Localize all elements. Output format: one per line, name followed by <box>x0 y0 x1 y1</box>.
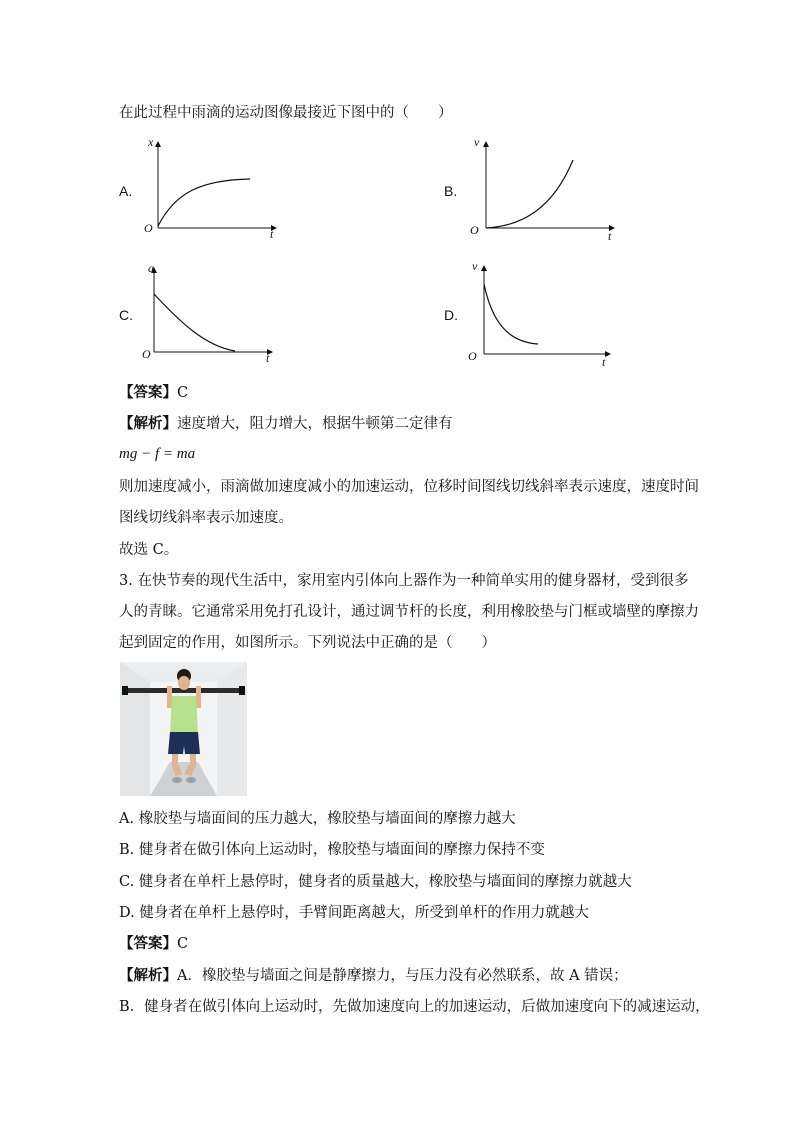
analysis-2-b: B．健身者在做引体向上运动时，先做加速度向上的加速运动，后做加速度向下的减速运动， <box>119 999 710 1015</box>
question-stem: 在此过程中雨滴的运动图像最接近下图中的（ ） <box>119 105 453 121</box>
answer-1: 【答案】C <box>119 384 189 401</box>
graph-c <box>140 262 280 366</box>
analysis-1-a: 【解析】速度增大，阻力增大，根据牛顿第二定律有 <box>119 415 453 432</box>
graph-a-yaxis-label: x <box>148 135 154 149</box>
graph-a-xaxis-label: t <box>270 227 274 241</box>
graph-d-origin: O <box>468 349 477 363</box>
curve-d <box>484 284 538 344</box>
option-b: B. 健身者在做引体向上运动时，橡胶垫与墙面间的摩擦力保持不变 <box>119 842 545 858</box>
option-d-label: D. <box>444 307 458 323</box>
option-a: A. 橡胶垫与墙面间的压力越大，橡胶垫与墙面间的摩擦力越大 <box>119 811 516 827</box>
curve-a <box>158 179 250 226</box>
graph-d-yaxis-label: v <box>472 259 478 273</box>
graph-a <box>140 135 280 242</box>
choose-1: 故选 C。 <box>119 542 179 558</box>
graph-a-origin: O <box>144 221 153 235</box>
curve-b <box>486 160 573 228</box>
analysis-2-a: 【解析】A．橡胶垫与墙面之间是静摩擦力，与压力没有必然联系，故 A 错误； <box>119 967 628 984</box>
graph-c-xaxis-label: t <box>266 351 270 365</box>
graph-d <box>468 259 618 370</box>
question-3-c: 起到固定的作用，如图所示。下列说法中正确的是（ ） <box>119 635 496 651</box>
graph-d-xaxis-label: t <box>602 355 606 369</box>
option-a-label: A. <box>119 183 133 199</box>
option-d: D. 健身者在单杆上悬停时，手臂间距离越大，所受到单杆的作用力就越大 <box>119 905 589 921</box>
answer-2: 【答案】C <box>119 935 189 952</box>
question-3-a: 3. 在快节奏的现代生活中，家用室内引体向上器作为一种简单实用的健身器材，受到很多 <box>119 573 689 589</box>
graph-c-yaxis-label: a <box>148 261 154 275</box>
pull-up-photo <box>120 662 247 796</box>
analysis-1-c: 图线切线斜率表示加速度。 <box>119 510 293 526</box>
question-3-b: 人的青睐。它通常采用免打孔设计，通过调节杆的长度，利用橡胶垫与门框或墙壁的摩擦力 <box>119 604 699 620</box>
graph-b-xaxis-label: t <box>608 229 612 243</box>
option-c-label: C. <box>119 307 133 323</box>
graph-b-origin: O <box>470 223 479 237</box>
analysis-1-b: 则加速度减小，雨滴做加速度减小的加速运动，位移时间图线切线斜率表示速度，速度时间 <box>119 479 699 495</box>
equation: mg − f = ma <box>119 446 196 462</box>
curve-c <box>154 294 235 351</box>
graph-c-origin: O <box>142 347 151 361</box>
graph-b <box>468 135 618 243</box>
graph-b-yaxis-label: v <box>474 135 480 149</box>
option-b-label: B. <box>444 183 458 199</box>
option-c: C. 健身者在单杆上悬停时，健身者的质量越大，橡胶垫与墙面间的摩擦力就越大 <box>119 874 632 890</box>
